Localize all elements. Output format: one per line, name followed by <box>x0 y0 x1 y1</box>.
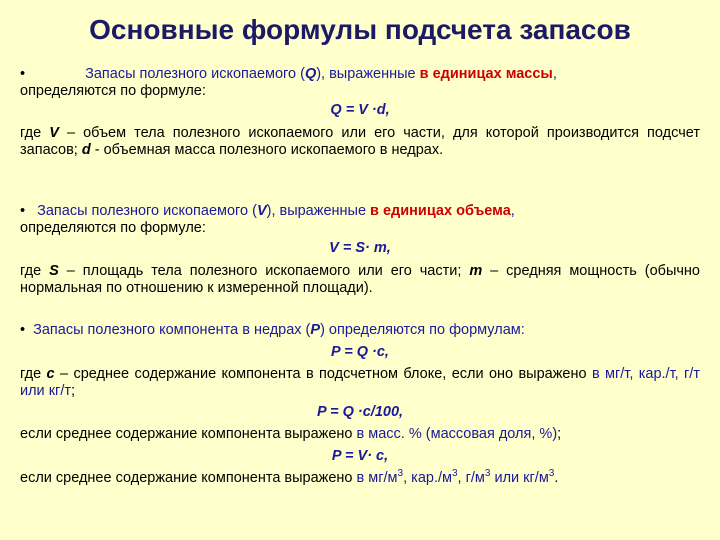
bullet-icon: • <box>20 322 26 338</box>
section1-intro: • Запасы полезного ископаемого (Q), выраженные в единицах массы, определяются по формуле: <box>20 66 557 99</box>
bullet-icon: • <box>20 66 26 82</box>
slide-title: Основные формулы подсчета запасов <box>89 14 631 45</box>
formula-v: V = S· m, <box>329 240 391 256</box>
section3-definition: где c – среднее содержание компонента в подсчетном блоке, если оно выражено в мг/т, кар./т, г/т или кг/т; <box>20 366 700 399</box>
formula-p3: P = V· c, <box>331 448 389 464</box>
section3-mass-percent: если среднее содержание компонента выражено в масс. % (массовая доля, %); <box>20 426 562 442</box>
formula-p1: P = Q ·c, <box>331 344 389 360</box>
section3-intro: • Запасы полезного компонента в недрах (P) определяются по формулам: <box>20 322 525 338</box>
formula-q: Q = V ·d, <box>330 102 390 118</box>
section2-line2: определяются по формуле: <box>20 220 206 236</box>
section1-line2: определяются по формуле: <box>20 83 206 99</box>
section3-volume-units: если среднее содержание компонента выражено в $мг/м^3$, $кар./м^3$, $г/м^3$ или $кг/м^3$. <box>20 468 559 486</box>
bullet-icon: • <box>20 203 26 219</box>
formula-p2: P = Q ·c/100, <box>316 404 404 420</box>
section2-definition: где S – площадь тела полезного ископаемого или его части; m – средняя мощность (обычно нормальная по отношению к измеренной площади). <box>20 263 700 296</box>
section2-intro: • Запасы полезного ископаемого (V), выраженные в единицах объема, определяются по формуле: <box>20 203 515 236</box>
section1-definition: где V – объем тела полезного ископаемого или его части, для которой производится подсчет запасов; d - объемная масса полезного ископаемого в недрах. <box>20 125 700 158</box>
